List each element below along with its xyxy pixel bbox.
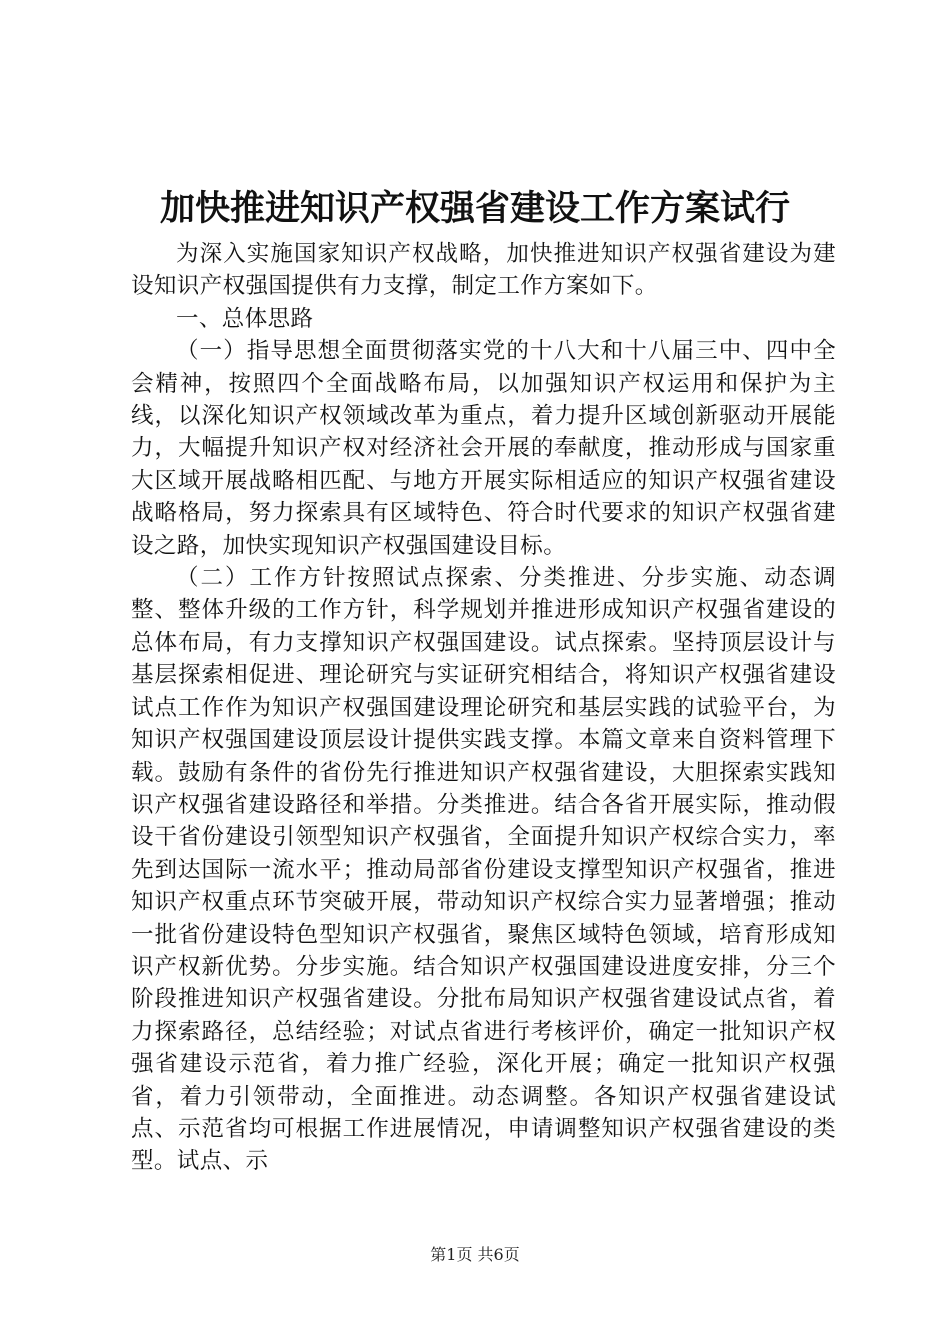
- intro-paragraph: 为深入实施国家知识产权战略，加快推进知识产权强省建设为建设知识产权强国提供有力支撑，制定工作方案如下。: [131, 241, 836, 300]
- document-title: 加快推进知识产权强省建设工作方案试行: [159, 188, 790, 229]
- work-policy-paragraph: （二）工作方针按照试点探索、分类推进、分步实施、动态调整、整体升级的工作方针，科学规划并推进形成知识产权强省建设的总体布局，有力支撑知识产权强国建设。试点探索。坚持顶层设计与基层探索相促进、理论研究与实证研究相结合，将知识产权强省建设试点工作作为知识产权强国建设理论研究和基层实践的试验平台，为知识产权强国建设顶层设计提供实践支撑。本篇文章来自资料管理下载。鼓励有条件的省份先行推进知识产权强省建设，大胆探索实践知识产权强省建设路径和举措。分类推进。结合各省开展实际，推动假设干省份建设引领型知识产权强省，全面提升知识产权综合实力，率先到达国际一流水平；推动局部省份建设支撑型知识产权强省，推进知识产权重点环节突破开展，带动知识产权综合实力显著增强；推动一批省份建设特色型知识产权强省，聚焦区域特色领域，培育形成知识产权新优势。分步实施。结合知识产权强国建设进度安排，分三个阶段推进知识产权强省建设。分批布局知识产权强省建设试点省，着力探索路径，总结经验；对试点省进行考核评价，确定一批知识产权强省建设示范省，着力推广经验，深化开展；确定一批知识产权强省，着力引领带动，全面推进。动态调整。各知识产权强省建设试点、示范省均可根据工作进展情况，申请调整知识产权强省建设的类型。试点、示: [131, 565, 836, 1175]
- page-number-footer: 第1页 共6页: [430, 1245, 520, 1264]
- section-heading-overall-approach: 一、总体思路: [176, 305, 314, 332]
- document-body: [131, 238, 836, 1178]
- guiding-ideology-paragraph: （一）指导思想全面贯彻落实党的十八大和十八届三中、四中全会精神，按照四个全面战略布局，以加强知识产权运用和保护为主线，以深化知识产权领域改革为重点，着力提升区域创新驱动开展能力，大幅提升知识产权对经济社会开展的奉献度，推动形成与国家重大区域开展战略相匹配、与地方开展实际相适应的知识产权强省建设战略格局，努力探索具有区域特色、符合时代要求的知识产权强省建设之路，加快实现知识产权强国建设目标。: [131, 338, 836, 559]
